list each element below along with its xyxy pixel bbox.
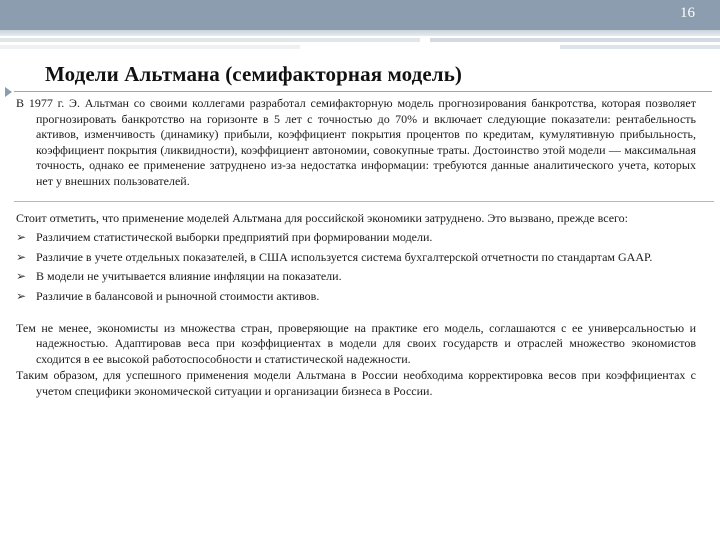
decorative-bar	[430, 38, 720, 42]
page-number: 16	[680, 5, 695, 21]
list-item	[16, 230, 696, 246]
arrowhead-bullet-icon: ➢	[16, 288, 27, 303]
title-rule	[14, 91, 712, 92]
difficulties-lead: Стоит отметить, что применение моделей Альтмана для российской экономики затруднено. Это вызвано, прежде всего:	[16, 210, 628, 225]
spacer	[16, 305, 696, 321]
list-item-text: В модели не учитывается влияние инфляции на показатели.	[36, 269, 342, 284]
arrowhead-bullet-icon: ➢	[16, 269, 27, 284]
header-bar	[0, 0, 720, 30]
list-item	[16, 269, 696, 285]
decorative-bar	[0, 45, 300, 49]
arrowhead-bullet-icon: ➢	[16, 249, 27, 264]
section-divider	[14, 201, 714, 202]
page-title: Модели Альтмана (семифакторная модель)	[45, 62, 462, 86]
title-marker-icon	[5, 87, 12, 97]
content-body	[16, 96, 696, 400]
list-item	[16, 289, 696, 305]
list-item-text: Различие в учете отдельных показателей, в США используется система бухгалтерской отчетности по стандартам GAAP.	[36, 249, 653, 264]
list-item-text: Различием статистической выборки предприятий при формировании модели.	[36, 230, 433, 245]
decorative-bar	[560, 45, 720, 49]
intro-paragraph: В 1977 г. Э. Альтман со своими коллегами разработал семифакторную модель прогнозирования банкротства, которая позволяет прогнозировать банкротство на горизонте в 5 лет с точностью до 70% и включает следующие показатели: рентабельность активов, изменчивость (динамику) прибыли, коэффициент покрытия процентов по кредитам, кумулятивную прибыльность, коэффициент покрытия (ликвидности), коэффициент автономии, совокупные траты. Достоинство этой модели — максимальная точность, однако ее применение затруднено из-за недостатка информации: требуются данные аналитического учета, которых нет у внешних пользователей.	[16, 96, 696, 188]
list-item-text: Различие в балансовой и рыночной стоимости активов.	[36, 288, 320, 303]
conclusion-paragraph: Тем не менее, экономисты из множества стран, проверяющие на практике его модель, соглашаются с ее универсальностью и надежностью. Адаптировав веса при коэффициентах в модели для своих государств и отраслей множество экономистов сходится в ее высокой работоспособности и статистической надежности.	[16, 320, 696, 366]
difficulties-list	[16, 230, 696, 304]
decorative-bars	[0, 36, 720, 58]
summary-paragraph: Таким образом, для успешного применения модели Альтмана в России необходима корректировка весов при коэффициентах с учетом специфики экономической ситуации и организации бизнеса в России.	[16, 368, 696, 398]
decorative-bar	[0, 38, 420, 42]
arrowhead-bullet-icon: ➢	[16, 230, 27, 245]
list-item	[16, 250, 696, 266]
